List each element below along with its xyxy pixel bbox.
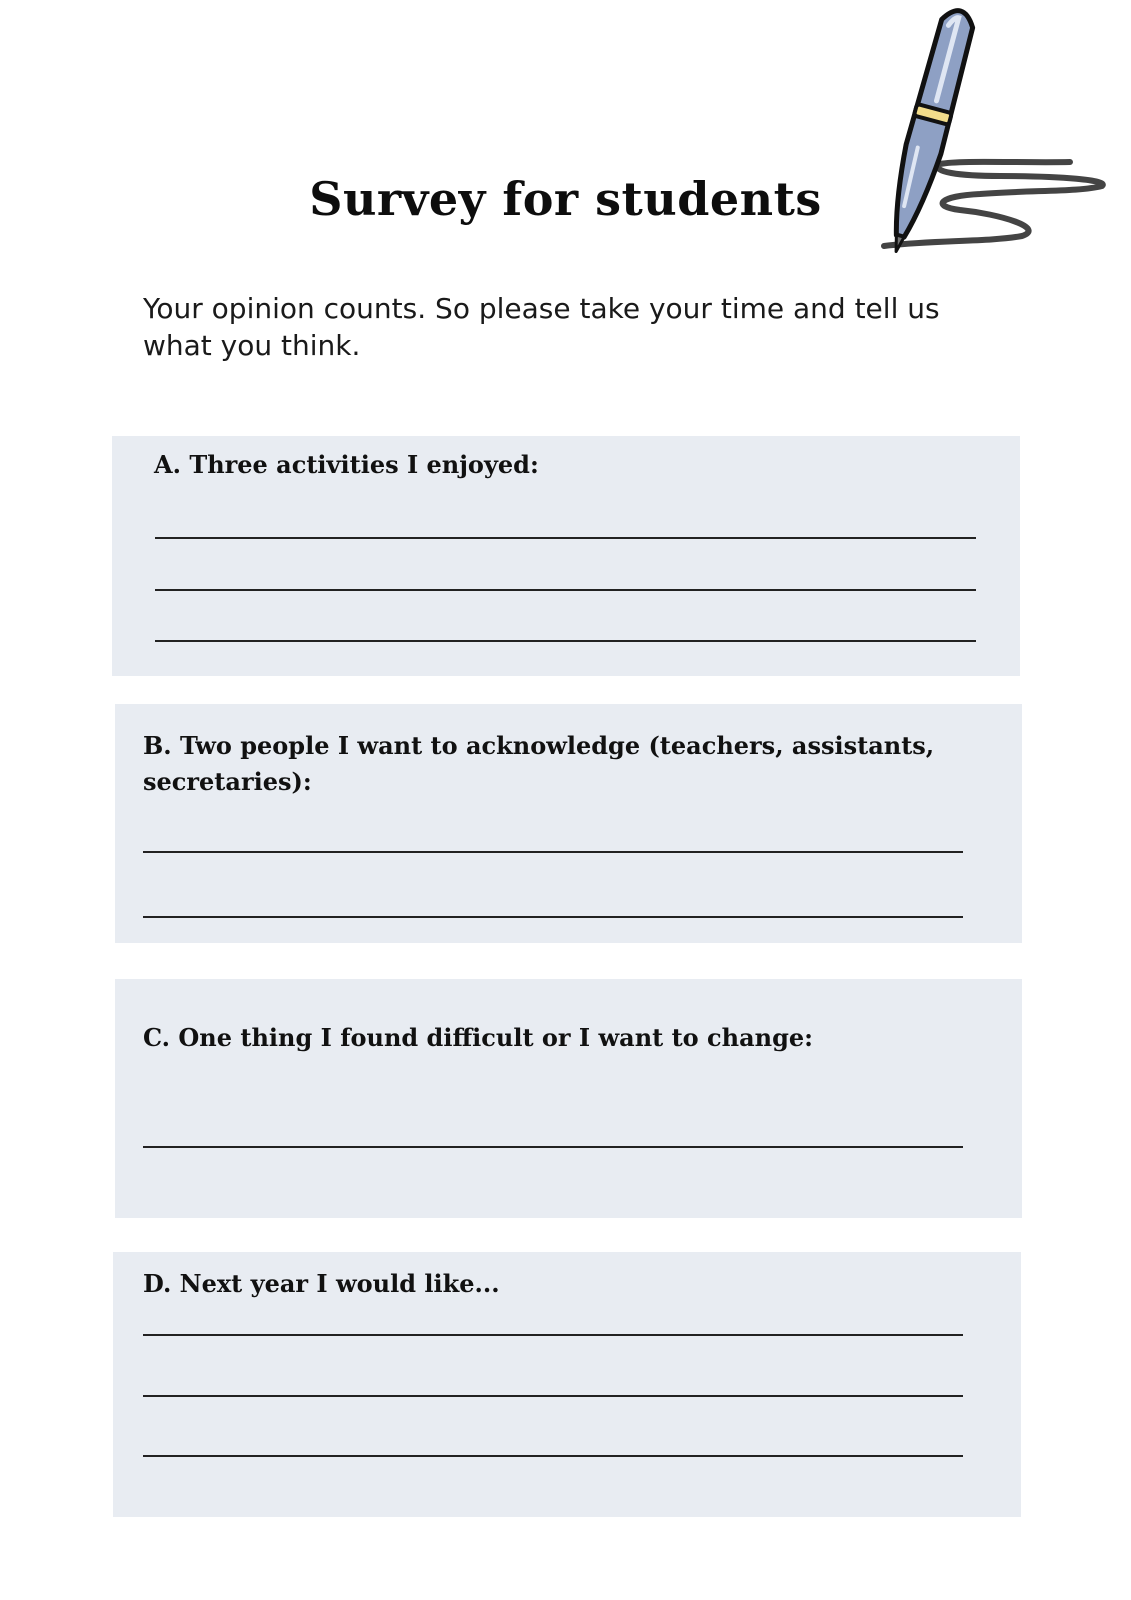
intro-text: Your opinion counts. So please take your time and tell us what you think. (143, 292, 940, 362)
answer-line[interactable] (143, 1455, 963, 1457)
section-c (115, 979, 1022, 1218)
question-b: B. Two people I want to acknowledge (teachers, assistants, secretaries): (143, 731, 935, 796)
page-title: Survey for students (309, 172, 822, 226)
answer-line[interactable] (143, 1395, 963, 1397)
answer-line[interactable] (143, 916, 963, 918)
section-b (115, 704, 1022, 943)
question-d: D. Next year I would like... (143, 1269, 500, 1298)
pen-icon (870, 0, 1131, 262)
section-a (112, 436, 1020, 676)
answer-line[interactable] (155, 537, 976, 539)
question-a: A. Three activities I enjoyed: (154, 450, 539, 479)
answer-line[interactable] (155, 640, 976, 642)
answer-line[interactable] (143, 1334, 963, 1336)
answer-line[interactable] (143, 1146, 963, 1148)
answer-line[interactable] (155, 589, 976, 591)
answer-line[interactable] (143, 851, 963, 853)
question-c: C. One thing I found difficult or I want to change: (143, 1023, 814, 1052)
section-d (113, 1252, 1021, 1517)
